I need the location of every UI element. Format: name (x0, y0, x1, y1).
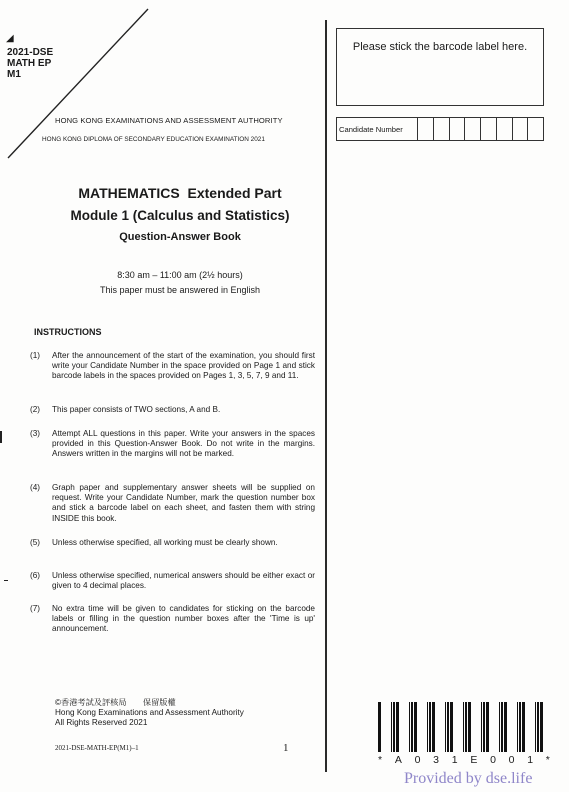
barcode-digit: 0 (490, 754, 496, 766)
barcode-bar (396, 702, 399, 752)
barcode-bar (540, 702, 543, 752)
logo-icon: ◢ (6, 33, 14, 44)
barcode-bar (481, 702, 482, 752)
instruction-item: (6) Unless otherwise specified, numerical answers should be either exact or given to 4 decimal places. (30, 571, 315, 591)
barcode-digit: * (378, 754, 383, 766)
page-title-line1 (35, 185, 325, 201)
copyright-block (55, 698, 244, 728)
margin-mark (0, 431, 2, 443)
copyright-english: Hong Kong Examinations and Assessment Authority (55, 708, 244, 717)
barcode-prompt: Please stick the barcode label here. (352, 41, 528, 53)
paper-code-footer: 2021-DSE-MATH-EP(M1)–1 (55, 744, 139, 752)
barcode-bar (499, 702, 500, 752)
barcode-bar (450, 702, 453, 752)
candidate-number-cell[interactable] (497, 118, 513, 140)
barcode-digits (378, 754, 550, 766)
barcode-bar (447, 702, 449, 752)
barcode-bar (465, 702, 467, 752)
barcode-bar (432, 702, 435, 752)
barcode-bar (468, 702, 471, 752)
diploma-name: HONG KONG DIPLOMA OF SECONDARY EDUCATION EXAMINATION 2021 (42, 136, 265, 143)
barcode-bar (486, 702, 489, 752)
barcode-bar (517, 702, 518, 752)
barcode-bar (429, 702, 431, 752)
page-number: 1 (283, 742, 289, 754)
barcode-bar (483, 702, 485, 752)
barcode-digit: E (470, 754, 478, 766)
code-line-1: 2021-DSE (7, 47, 54, 58)
barcode-label-area[interactable] (336, 28, 544, 106)
barcode-bar (409, 702, 410, 752)
candidate-number-label: Candidate Number (337, 118, 418, 140)
code-line-2: MATH EP (7, 58, 52, 69)
margin-divider (325, 20, 327, 772)
instruction-item: (1) After the announcement of the start of the examination, you should first write your Candidate Number in the space provided on Page 1 and stick barcode labels in the spaces provided on Pages 1, 3, 5, 7, 9 and 11. (30, 351, 315, 381)
barcode-bar (414, 702, 417, 752)
candidate-number-cell[interactable] (528, 118, 543, 140)
instruction-item: (4) Graph paper and supplementary answer sheets will be supplied on request. Write your Candidate Number, mark the question number box and stick a barcode label on each sheet, and fasten them with string INSIDE this book. (30, 483, 315, 523)
barcode-digit: * (545, 754, 550, 766)
barcode-bar (463, 702, 464, 752)
margin-mark (4, 580, 8, 581)
barcode-image (378, 702, 550, 752)
candidate-number-box (336, 117, 544, 141)
barcode-digit: 1 (451, 754, 458, 766)
barcode-bar (501, 702, 503, 752)
barcode-bar (378, 702, 381, 752)
barcode-digit: 3 (433, 754, 439, 766)
candidate-number-cell[interactable] (418, 118, 434, 140)
barcode-bar (427, 702, 428, 752)
candidate-number-cell[interactable] (481, 118, 497, 140)
authority-name: HONG KONG EXAMINATIONS AND ASSESSMENT AUTHORITY (55, 116, 283, 125)
paper-code-corner (7, 47, 53, 80)
barcode-bar (445, 702, 446, 752)
barcode-bar (393, 702, 395, 752)
barcode-bar (504, 702, 507, 752)
barcode-bar (537, 702, 539, 752)
candidate-number-cell[interactable] (434, 118, 450, 140)
candidate-number-cell[interactable] (513, 118, 529, 140)
copyright-chinese: ©香港考試及評核局 保留版權 (55, 698, 176, 707)
title-part: Extended Part (187, 185, 282, 201)
code-line-3: M1 (7, 69, 21, 80)
exam-time: 8:30 am – 11:00 am (2½ hours) (117, 270, 243, 280)
title-subject: MATHEMATICS (78, 185, 180, 201)
corner-diagonal-line (0, 0, 160, 170)
barcode-digit: 0 (414, 754, 421, 766)
watermark-text: Provided by dse.life (404, 770, 533, 787)
barcode-bar (411, 702, 413, 752)
barcode-bar (519, 702, 521, 752)
candidate-number-cell[interactable] (450, 118, 466, 140)
barcode-digit: 0 (508, 754, 515, 766)
page-title-line2: Module 1 (Calculus and Statistics) (70, 208, 290, 223)
instructions-heading: INSTRUCTIONS (34, 327, 102, 337)
barcode-digit: 1 (527, 754, 534, 766)
page-title-line3: Question-Answer Book (119, 231, 241, 243)
instruction-item: (7) No extra time will be given to candidates for sticking on the barcode labels or filling in the question number boxes after the 'Time is up' announcement. (30, 604, 315, 634)
instruction-item: (3) Attempt ALL questions in this paper. Write your answers in the spaces provided in this Question-Answer Book. Do not write in the margins. Answers written in the margins will not be marked. (30, 429, 315, 459)
barcode-bar (522, 702, 525, 752)
instruction-item: (2) This paper consists of TWO sections, A and B. (30, 405, 221, 414)
barcode-bar (535, 702, 536, 752)
instruction-item: (5) Unless otherwise specified, all working must be clearly shown. (30, 538, 278, 547)
rights-reserved: All Rights Reserved 2021 (55, 718, 148, 727)
barcode-digit: A (394, 754, 402, 766)
candidate-number-cell[interactable] (465, 118, 481, 140)
language-note: This paper must be answered in English (99, 285, 261, 295)
barcode-bar (391, 702, 392, 752)
